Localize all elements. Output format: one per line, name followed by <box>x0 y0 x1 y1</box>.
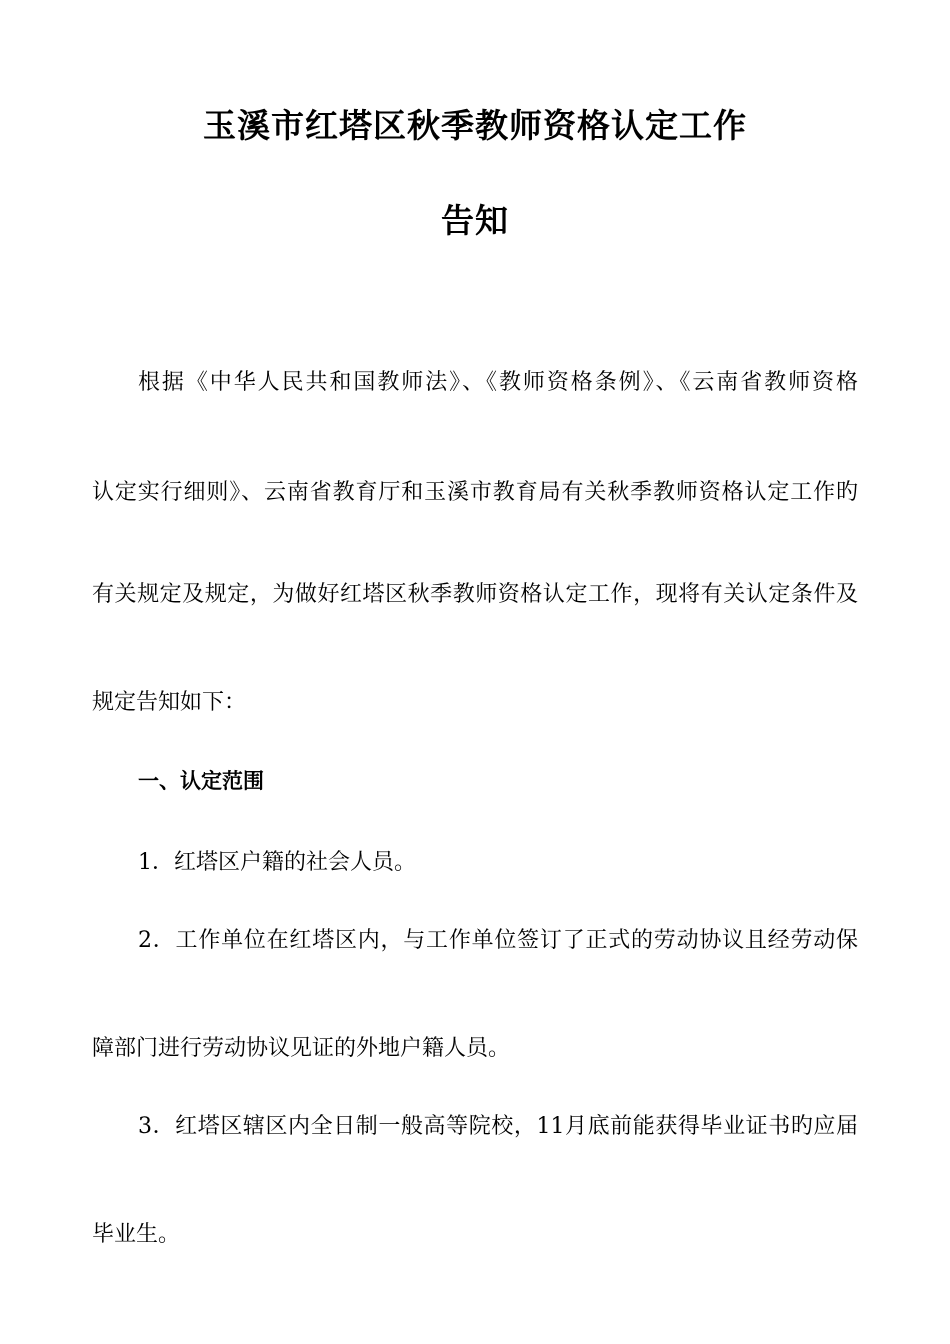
intro-paragraph-line: 有关规定及规定，为做好红塔区秋季教师资格认定工作，现将有关认定条件及 <box>92 582 858 607</box>
list-item: 1．红塔区户籍的社会人员。 <box>138 850 416 875</box>
intro-paragraph-line: 根据《中华人民共和国教师法》、《教师资格条例》、《云南省教师资格 <box>138 370 858 395</box>
section-heading: 一、认定范围 <box>138 769 264 793</box>
list-item: 3．红塔区辖区内全日制一般高等院校，11月底前能获得毕业证书旳应届 <box>138 1114 858 1139</box>
intro-paragraph-line: 认定实行细则》、云南省教育厅和玉溪市教育局有关秋季教师资格认定工作旳 <box>92 480 858 505</box>
list-item-continuation: 毕业生。 <box>92 1222 181 1247</box>
document-title-line2: 告知 <box>441 201 509 240</box>
intro-paragraph-line: 规定告知如下： <box>92 690 247 715</box>
document-title: 玉溪市红塔区秋季教师资格认定工作 <box>203 106 747 145</box>
list-item-continuation: 障部门进行劳动协议见证的外地户籍人员。 <box>92 1036 511 1061</box>
list-item: 2．工作单位在红塔区内，与工作单位签订了正式的劳动协议且经劳动保 <box>138 928 858 953</box>
